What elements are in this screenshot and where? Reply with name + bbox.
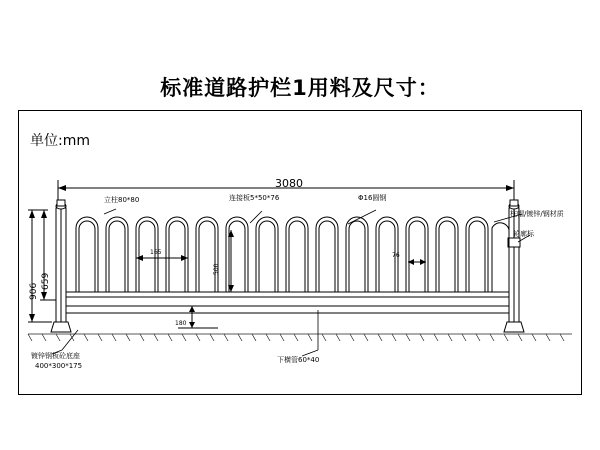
arch-pickets: [76, 217, 509, 292]
dimension-165: [136, 255, 188, 261]
label-180: 180: [175, 320, 187, 327]
label-165: 165: [150, 249, 162, 256]
ground-hatching: [28, 334, 572, 341]
label-base-plate-line2: 400*300*175: [35, 362, 83, 370]
label-76: 76: [392, 252, 400, 259]
label-bottom-tube: 下横管60*40: [277, 356, 320, 364]
dimension-906: [28, 210, 52, 322]
label-overall-width: 3080: [275, 177, 303, 190]
label-height-906: 906: [29, 282, 39, 300]
dimension-76: [408, 259, 426, 265]
unit-note: 单位:mm: [30, 133, 90, 149]
label-contour-marker: 轮廓标: [513, 230, 534, 238]
left-post: [51, 200, 71, 332]
label-height-659: 659: [41, 272, 51, 290]
label-post: 立柱80*80: [104, 196, 140, 204]
label-round-tube: Φ16圆钢: [358, 194, 387, 202]
fence-drawing: [18, 110, 582, 395]
label-connector: 连接板5*50*76: [229, 194, 280, 202]
right-post: [504, 200, 524, 332]
label-500: 500: [213, 263, 220, 275]
rails: [66, 292, 509, 313]
page-title: 标准道路护栏1用料及尺寸：: [160, 76, 440, 100]
label-base-plate-line1: 镀锌钢板砼底座: [31, 352, 80, 360]
label-cap-right: 柱帽/镀锌/钢材质: [510, 210, 564, 218]
